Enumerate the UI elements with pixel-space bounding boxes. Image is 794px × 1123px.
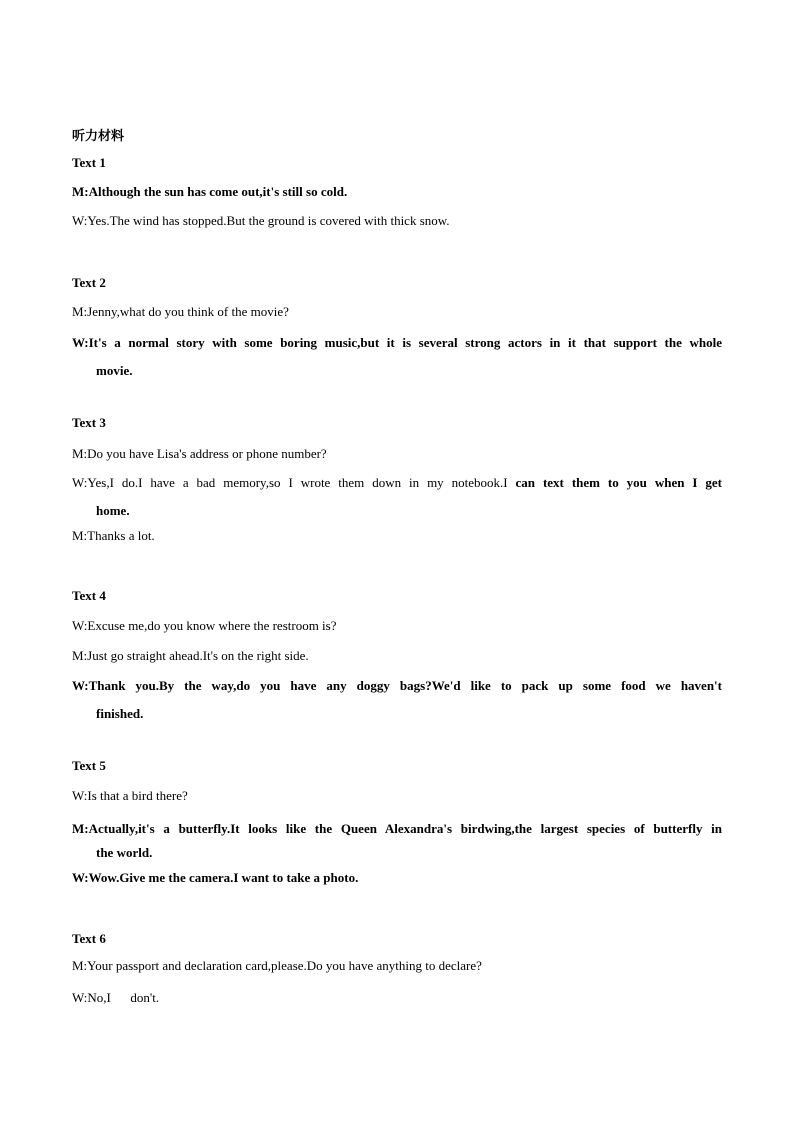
dialogue-line: W:Yes.The wind has stopped.But the ground is covered with thick snow.	[72, 213, 450, 228]
dialogue-line: M:Your passport and declaration card,please.Do you have anything to declare?	[72, 958, 482, 973]
dialogue-line	[72, 475, 722, 491]
dialogue-line: M:Do you have Lisa's address or phone number?	[72, 446, 327, 461]
dialogue-line-continuation: the world.	[96, 845, 153, 860]
dialogue-line: W:No,I don't.	[72, 990, 160, 1005]
text-heading: Text 2	[72, 275, 106, 290]
dialogue-line: M:Although the sun has come out,it's still so cold.	[72, 184, 348, 199]
dialogue-line: W:Is that a bird there?	[72, 788, 188, 803]
text-heading: Text 1	[72, 155, 106, 170]
dialogue-line: M:Actually,it's a butterfly.It looks like the Queen Alexandra's birdwing,the largest species of butterfly in	[72, 821, 722, 836]
dialogue-line: W:It's a normal story with some boring music,but it is several strong actors in it that support the whole	[72, 335, 722, 350]
dialogue-line-continuation: finished.	[96, 706, 144, 721]
dialogue-line: W:Thank you.By the way,do you have any doggy bags?We'd like to pack up some food we haven't	[72, 678, 722, 693]
dialogue-line: M:Just go straight ahead.It's on the right side.	[72, 648, 309, 663]
text-heading: Text 3	[72, 415, 106, 430]
dialogue-line: W:Excuse me,do you know where the restroom is?	[72, 618, 337, 633]
dialogue-line: M:Jenny,what do you think of the movie?	[72, 304, 289, 319]
dialogue-line-continuation: home.	[96, 503, 130, 518]
dialogue-line-bold: can text them to you when I get	[507, 475, 722, 490]
document-title: 听力材料	[72, 129, 125, 144]
dialogue-line: M:Thanks a lot.	[72, 528, 155, 543]
text-heading: Text 5	[72, 758, 106, 773]
text-heading: Text 6	[72, 931, 106, 946]
dialogue-line-continuation: movie.	[96, 363, 133, 378]
dialogue-line: W:Wow.Give me the camera.I want to take a photo.	[72, 870, 359, 885]
text-heading: Text 4	[72, 588, 106, 603]
dialogue-line-normal: W:Yes,I do.I have a bad memory,so I wrote them down in my notebook.I	[72, 475, 508, 490]
